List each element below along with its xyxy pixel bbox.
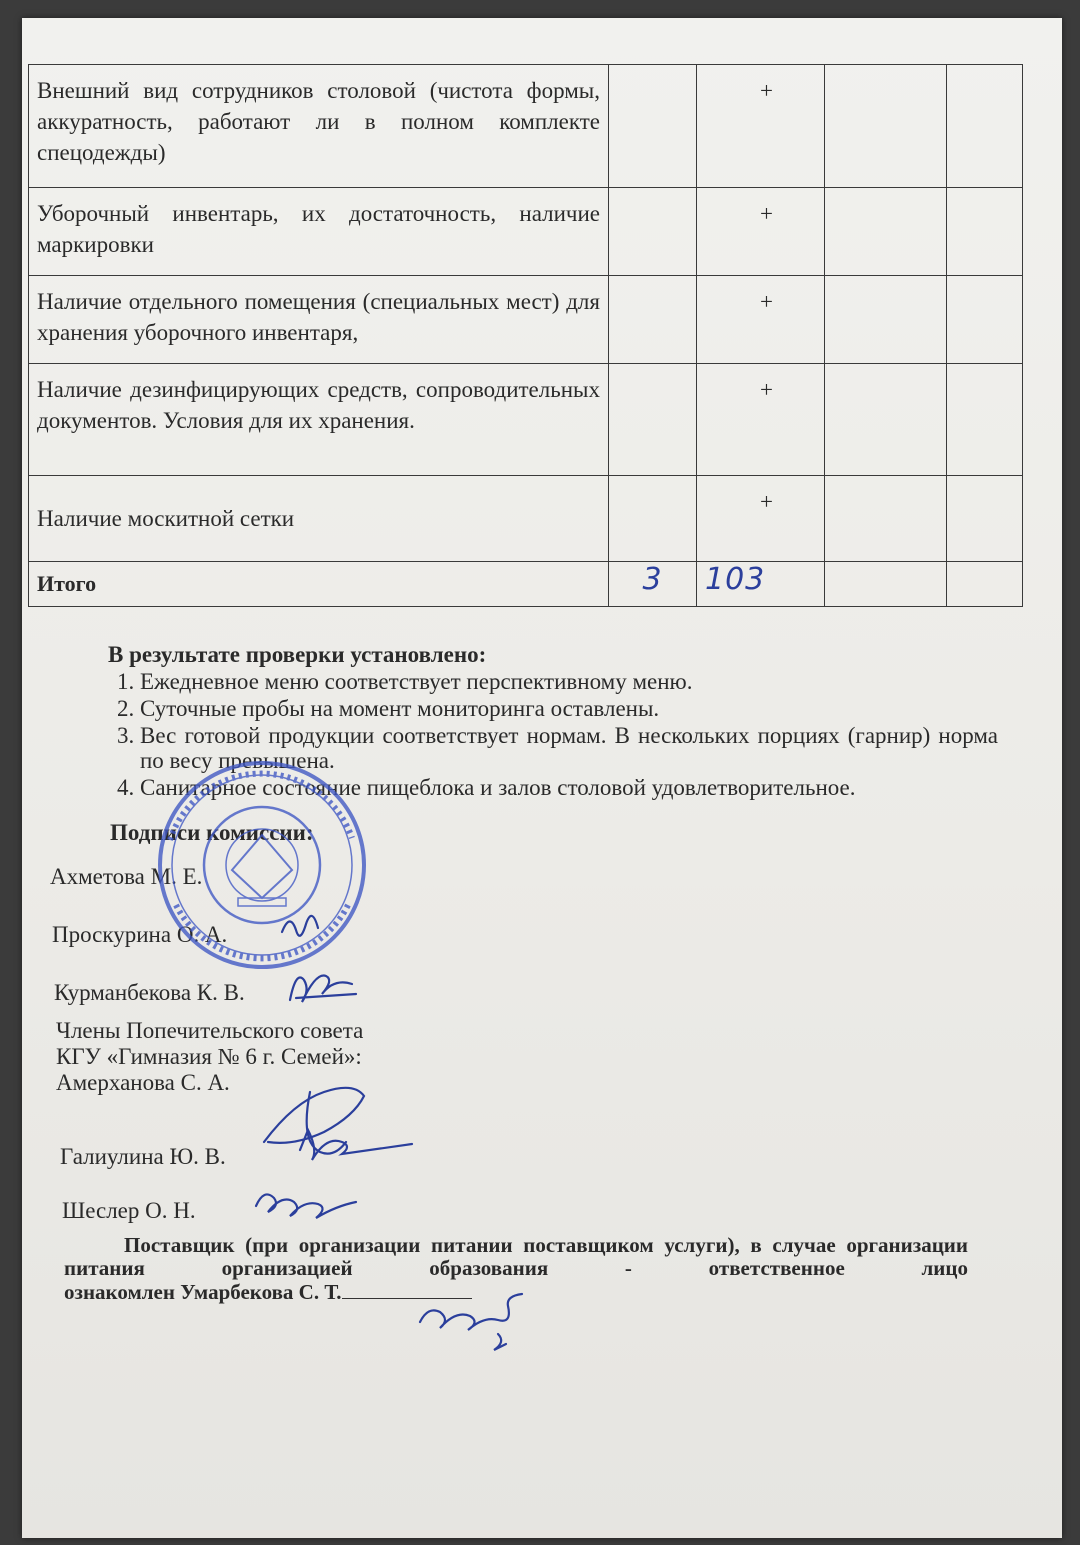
mark-cell: + (760, 289, 773, 314)
total-handwritten-2: 103 (705, 562, 766, 597)
signatory-name: Курманбекова К. В. (54, 980, 245, 1005)
handwritten-signatures (256, 916, 522, 1350)
list-item: 4. Санитарное состояние пищеблока и залов столовой удовлетворительное. (140, 775, 998, 800)
signatory-name: Ахметова М. Е. (50, 864, 203, 889)
list-item: 3. Вес готовой продукции соответствует нормам. В нескольких порциях (гарнир) норма по весу превышена. (140, 723, 998, 773)
signatures-title: Подписи комиссии: (110, 820, 314, 845)
criterion-cell: Наличие отдельного помещения (специальных мест) для хранения уборочного инвентаря, (29, 276, 609, 364)
official-stamp (160, 763, 364, 967)
mark-cell: + (760, 377, 773, 402)
list-item: 2. Суточные пробы на момент мониторинга оставлены. (140, 696, 998, 721)
supplier-text: Поставщик (при организации питании поставщиком услуги), в случае организации питания организацией образования - ответственное лицо (64, 1233, 968, 1280)
council-school: КГУ «Гимназия № 6 г. Семей»: (56, 1044, 362, 1069)
signatory-name: Шеслер О. Н. (62, 1198, 196, 1223)
mark-cell: + (760, 201, 773, 226)
list-item: 1. Ежедневное меню соответствует перспективному меню. (140, 669, 998, 694)
mark-cell: + (760, 78, 773, 103)
mark-cell: + (760, 489, 773, 514)
criterion-cell: Внешний вид сотрудников столовой (чистота формы, аккуратность, работают ли в полном комплекте спецодежды) (29, 65, 609, 188)
council-heading: Члены Попечительского совета (56, 1018, 364, 1043)
criterion-cell: Наличие дезинфицирующих средств, сопроводительных документов. Условия для их хранения. (29, 364, 609, 476)
signatory-name: Проскурина О. А. (52, 922, 228, 947)
supplier-signatory: ознакомлен Умарбекова С. Т. (64, 1280, 342, 1304)
total-label: Итого (29, 562, 609, 607)
total-handwritten-1: 3 (642, 562, 663, 597)
criterion-cell: Уборочный инвентарь, их достаточность, наличие маркировки (29, 188, 609, 276)
signatory-name: Амерханова С. А. (56, 1070, 230, 1095)
criterion-cell: Наличие москитной сетки (29, 476, 609, 562)
results-heading: В результате проверки установлено: (108, 642, 487, 667)
signatory-name: Галиулина Ю. В. (60, 1144, 226, 1169)
